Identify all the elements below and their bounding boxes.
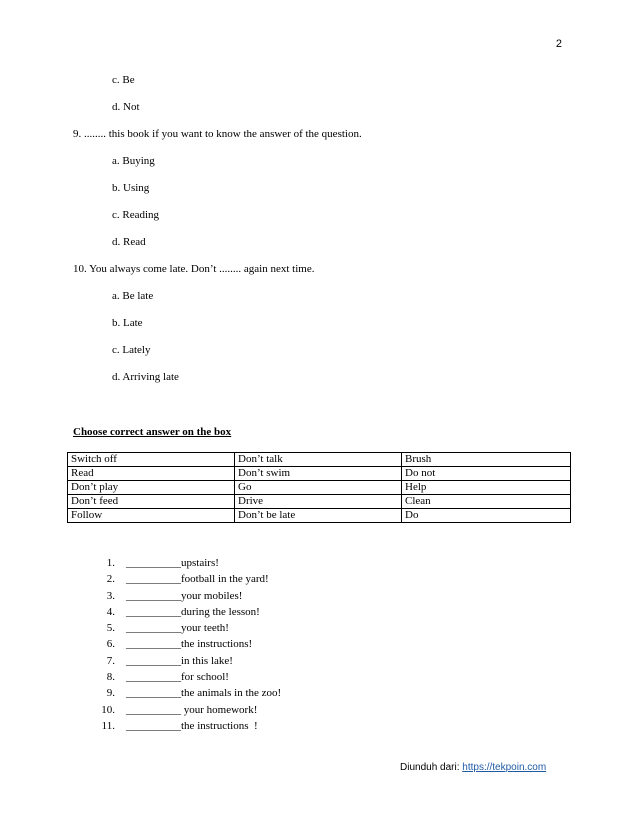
item-text: __________in this lake! — [126, 654, 233, 667]
q9-option-a: a. Buying — [112, 155, 155, 167]
word-box-table — [67, 452, 571, 523]
table-cell: Follow — [68, 509, 235, 523]
item-number: 5. — [106, 622, 115, 635]
item-number: 2. — [106, 573, 115, 586]
q10-option-a: a. Be late — [112, 290, 154, 302]
q8-option-c: c. Be — [112, 74, 135, 86]
table-cell: Don’t talk — [235, 453, 402, 467]
q8-option-d: d. Not — [112, 101, 140, 113]
q10-option-c: c. Lately — [112, 344, 151, 356]
q10-option-b: b. Late — [112, 317, 143, 329]
list-item — [73, 653, 281, 669]
table-cell: Clean — [402, 495, 571, 509]
item-text: __________your teeth! — [126, 622, 229, 635]
table-cell: Don’t play — [68, 481, 235, 495]
item-number: 1. — [106, 557, 115, 569]
table-cell: Don’t feed — [68, 495, 235, 509]
list-item — [73, 636, 281, 652]
table-cell: Don’t swim — [235, 467, 402, 481]
section-heading: Choose correct answer on the box — [73, 426, 232, 438]
table-cell: Don’t be late — [235, 509, 402, 523]
item-number: 11. — [101, 719, 115, 732]
footer-prefix: Diunduh dari: — [400, 762, 463, 773]
item-number: 10. — [101, 703, 115, 716]
table-cell: Do — [402, 509, 571, 523]
list-item — [73, 555, 281, 571]
item-text: __________ your homework! — [126, 703, 258, 716]
item-text: __________during the lesson! — [126, 605, 260, 618]
item-text: __________for school! — [126, 671, 229, 684]
item-text: __________the instructions! — [126, 638, 253, 651]
q9-option-c: c. Reading — [112, 209, 160, 221]
list-item — [73, 604, 281, 620]
list-item — [73, 669, 281, 685]
question-9: 9. ........ this book if you want to know the answer of the question. — [73, 128, 362, 140]
source-link[interactable]: https://tekpoin.com — [462, 762, 547, 773]
table-cell: Switch off — [68, 453, 235, 467]
footer-source — [400, 762, 546, 773]
item-number: 4. — [106, 605, 115, 618]
list-item — [73, 702, 281, 718]
item-text: __________the animals in the zoo! — [126, 687, 282, 700]
table-row — [68, 481, 571, 495]
page-number: 2 — [555, 38, 562, 50]
q10-option-d: d. Arriving late — [112, 371, 179, 383]
item-number: 9. — [106, 687, 115, 700]
item-text: __________your mobiles! — [126, 589, 243, 602]
table-cell: Go — [235, 481, 402, 495]
table-row — [68, 509, 571, 523]
item-number: 3. — [106, 589, 115, 602]
table-row — [68, 495, 571, 509]
table-row — [68, 467, 571, 481]
list-item — [73, 718, 281, 734]
table-cell: Read — [68, 467, 235, 481]
question-10: 10. You always come late. Don’t ........ again next time. — [73, 263, 315, 275]
fill-in-list — [73, 555, 281, 734]
item-number: 7. — [106, 654, 115, 667]
table-cell: Help — [402, 481, 571, 495]
table-cell: Do not — [402, 467, 571, 481]
item-text: __________football in the yard! — [126, 573, 269, 586]
q9-option-d: d. Read — [112, 236, 146, 248]
item-number: 6. — [106, 638, 115, 651]
list-item — [73, 620, 281, 636]
list-item — [73, 588, 281, 604]
table-cell: Drive — [235, 495, 402, 509]
table-cell: Brush — [402, 453, 571, 467]
list-item — [73, 685, 281, 701]
q9-option-b: b. Using — [112, 182, 150, 194]
table-row — [68, 453, 571, 467]
item-number: 8. — [106, 671, 115, 684]
item-text: __________upstairs! — [126, 557, 219, 569]
list-item — [73, 571, 281, 587]
item-text: __________the instructions ! — [126, 719, 258, 732]
